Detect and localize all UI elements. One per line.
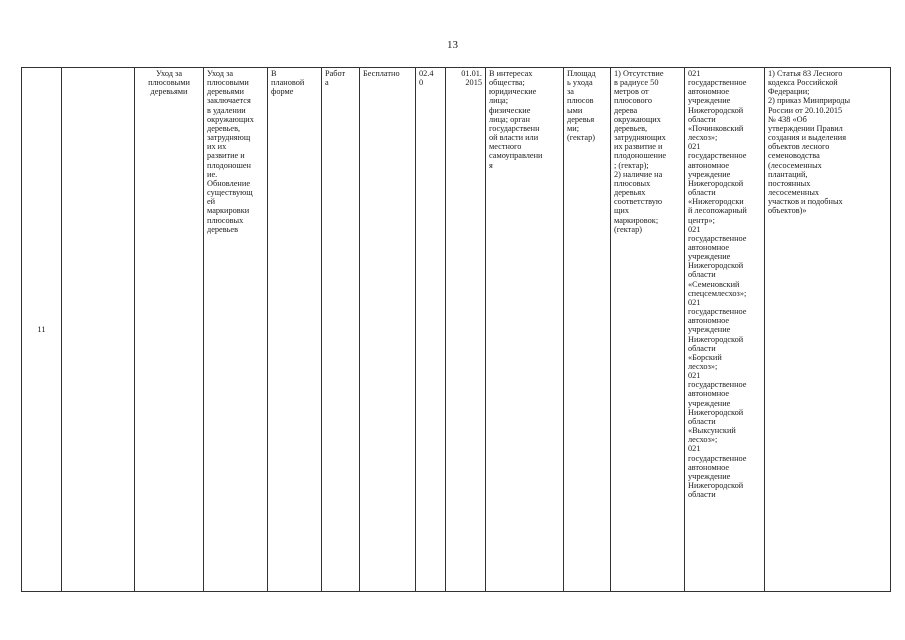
cell-text-line: объектов)» [768,206,807,216]
cell-text-line: затрудняющих [614,133,666,143]
cell-text-line: Нижегородской [688,481,744,491]
cell-text-line: плюсовых [207,215,244,225]
cell-text-line: «Нижегородски [688,197,744,207]
cell-text-line: общества; [489,78,525,88]
cell-text-line: учреждение [688,252,731,262]
cell-text-line: «Починковский [688,123,744,133]
cell-text-line: № 438 «Об [768,114,807,124]
cell-text-line: кодекса Российской [768,78,838,88]
cell-text-line: «Борский [688,352,722,362]
cell-text-line: маркировок; [614,215,659,225]
cell-text-line: семеноводства [768,151,820,161]
cell-text-line: ыми [567,105,583,115]
cell-text-line: государственное [688,78,747,88]
cell-text-line: Уход за [155,69,183,78]
cell-text-line: 0 [419,78,424,88]
cell-text-line: (лесосеменных [768,160,822,170]
cell-text-line: деревьев, [207,123,241,133]
cell-text-line: «Выксунский [688,426,736,436]
cell-text-line: деревьями [150,87,188,97]
cell-text-line: государственное [688,233,747,243]
cell-text-line: автономное [688,462,730,472]
cell-text-line: плановой [271,78,305,88]
cell-text-line: физические [489,105,531,115]
cell-text-line: 01.01. [461,69,482,78]
cell-text-line: щих [614,206,629,216]
cell-text-line: учреждение [688,471,731,481]
cell-text-line: в удалении [207,105,246,115]
cell-text-line: лица; [489,96,509,106]
cell-text-line: Нижегородской [688,407,744,417]
cell-text-line: В [271,69,277,78]
cell-text-line: за [567,87,574,97]
cell-text-line: государственное [688,151,747,161]
cell-text-line: учреждение [688,96,731,106]
volume-indicator-cell [564,68,611,592]
cell-text-line: спецсемлесхоз»; [688,288,747,298]
cell-text-line: развитие и [207,151,245,161]
cell-text-line: в радиусе 50 [614,78,659,88]
cell-text-line: автономное [688,242,730,252]
service-type-cell [322,68,360,592]
cell-text-line: плодоношение [614,151,667,161]
cell-text-line: Нижегородской [688,178,744,188]
institutions-cell [685,68,765,592]
cell-text-line: 021 [688,224,701,234]
cell-text-line: й лесопожарный [688,206,747,216]
cell-text-line: окружающих [207,114,254,124]
cell-text-line: деревьев, [614,123,648,133]
cell-text-line: государственное [688,453,747,463]
cell-text-line: форме [271,87,294,97]
cell-text-line: плюсовых [614,178,651,188]
cell-text-line: учреждение [688,169,731,179]
services-registry-table [21,67,891,592]
cell-text-line: деревьями [207,87,244,97]
cell-text-line: ; (гектар); [614,160,649,170]
cell-text-line: ь ухода [567,78,593,88]
cell-text-line: В интересах [489,69,533,78]
cell-text-line: местного [489,142,522,152]
cell-text-line: маркировки [207,206,250,216]
cell-text-line: я [489,160,493,170]
cell-text-line: метров от [614,87,649,97]
cell-text-line: деревьях [614,188,646,198]
table-row [22,68,891,592]
cell-text-line: лесхоз»; [688,362,718,371]
cell-text-line: 021 [688,297,701,307]
cell-text-line: ие. [207,169,218,179]
payment-cell: Бесплатно [360,68,416,592]
cell-text-line: дерева [614,105,638,115]
cell-text-line: государственное [688,307,747,317]
cell-text-line: Уход за [207,69,234,78]
cell-text-line: существующ [207,188,253,198]
cell-text-line: деревья [567,114,595,124]
cell-text-line: 1) Статья 83 Лесного [768,69,843,78]
cell-text-line: Федерации; [768,87,810,97]
cell-text-line: Обновление [207,178,250,188]
cell-text-line: области [688,416,716,426]
cell-text-line: лица; орган [489,114,530,124]
cell-text-line: объектов лесного [768,142,830,152]
cell-text-line: Работ [325,69,346,78]
cell-text-line: 2015 [465,78,482,88]
date-cell [446,68,486,592]
cell-text-line: ей [207,197,216,207]
cell-text-line: плюсов [567,96,594,106]
cell-text-line: 2) наличие на [614,169,663,179]
cell-text-line: а [325,78,329,88]
cell-text-line: плюсовыми [148,78,190,88]
cell-text-line: ой власти или [489,133,539,143]
cell-text-line: автономное [688,316,730,326]
cell-text-line: Нижегородской [688,105,744,115]
cell-text-line: (гектар) [614,224,642,234]
cell-text-line: лесосеменных [768,188,820,198]
row-number-cell: 11 [22,68,62,592]
cell-text-line: заключается [207,96,251,106]
cell-text-line: их их [207,142,227,152]
cell-text-line: учреждение [688,325,731,335]
cell-text-line: 2) приказ Минприроды [768,96,851,106]
empty-cell [62,68,135,592]
page-number: 13 [447,39,458,51]
cell-text-line: плодоношен [207,160,251,170]
cell-text-line: 02.4 [419,69,434,78]
cell-text-line: соответствую [614,197,663,207]
cell-text-line: лесхоз»; [688,435,718,445]
cell-text-line: самоуправлени [489,151,543,161]
cell-text-line: постоянных [768,178,811,188]
cell-text-line: юридические [489,87,537,97]
cell-text-line: области [688,188,716,198]
cell-text-line: их развитие и [614,142,663,152]
cell-text-line: государственное [688,380,747,390]
cell-text-line: области [688,343,716,353]
cell-text-line: утверждении Правил [768,123,843,133]
service-description-cell [204,68,268,592]
cell-text-line: области [688,114,716,124]
service-form-cell [268,68,322,592]
cell-text-line: участков и подобных [768,197,843,207]
cell-text-line: «Семеновский [688,279,740,289]
cell-text-line: учреждение [688,398,731,408]
cell-text-line: 021 [688,371,701,381]
cell-text-line: центр»; [688,215,715,225]
cell-text-line: лесхоз»; [688,133,718,143]
cell-text-line: создания и выделения [768,133,847,143]
cell-text-line: плюсового [614,96,652,106]
legal-basis-cell [765,68,891,592]
cell-text-line: 1) Отсутствие [614,69,664,78]
cell-text-line: России от 20.10.2015 [768,105,843,115]
cell-text-line: автономное [688,389,730,399]
cell-text-line: 021 [688,142,701,152]
cell-text-line: государственн [489,123,540,133]
service-name-cell [135,68,204,592]
cell-text-line: Нижегородской [688,261,744,271]
cell-text-line: окружающих [614,114,661,124]
code-cell [416,68,446,592]
cell-text-line: Площад [567,69,596,78]
cell-text-line: автономное [688,87,730,97]
cell-text-line: (гектар) [567,133,595,143]
cell-text-line: плюсовыми [207,78,249,88]
cell-text-line: 021 [688,444,701,454]
quality-indicator-cell [611,68,685,592]
consumers-cell [486,68,564,592]
cell-text-line: 021 [688,69,701,78]
cell-text-line: области [688,270,716,280]
cell-text-line: Нижегородской [688,334,744,344]
cell-text-line: плантаций, [768,169,808,179]
cell-text-line: затрудняющ [207,133,251,143]
cell-text-line: ми; [567,123,579,133]
cell-text-line: области [688,490,716,500]
cell-text-line: деревьев [207,224,239,234]
cell-text-line: автономное [688,160,730,170]
